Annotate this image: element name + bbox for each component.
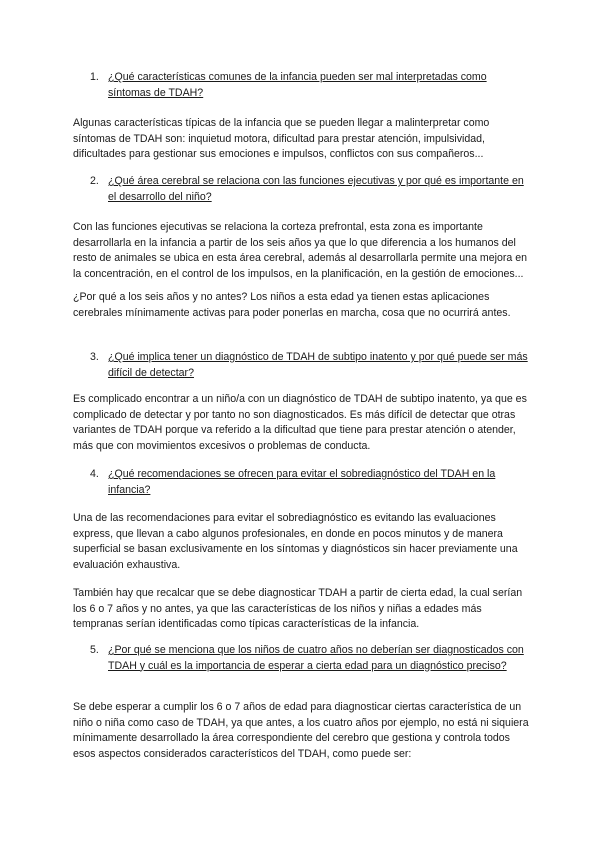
answer-4-paragraph-1: Una de las recomendaciones para evitar el sobrediagnóstico es evitando las evaluaciones express, que llevan a cabo algunos profesionales, en donde en pocos minutos y de manera superficial se basan exclusivamente en los síntomas y diagnósticos sin hacer previamente una evaluación exhaustiva.	[73, 512, 518, 571]
question-3-heading: ¿Qué implica tener un diagnóstico de TDAH de subtipo inatento y por qué puede ser más difícil de detectar?	[108, 351, 528, 379]
answer-5-paragraph-1: Se debe esperar a cumplir los 6 o 7 años de edad para diagnosticar ciertas característica de un niño o niña como caso de TDAH, ya que antes, a los cuatro años por ejemplo, no está ni siquiera mínimamente desarrollado la área correspondiente del cerebro que gestiona y controla todos esos aspectos considerados característicos del TDAH, como puede ser:	[73, 701, 529, 760]
question-2-heading: ¿Qué área cerebral se relaciona con las funciones ejecutivas y por qué es importante en el desarrollo del niño?	[108, 175, 524, 203]
answer-1-paragraph-1: Algunas características típicas de la infancia que se pueden llegar a malinterpretar como síntomas de TDAH son: inquietud motora, dificultad para prestar atención, impulsividad, dificultades para gestionar sus emociones e impulsos, conflictos con sus compañeros...	[73, 117, 490, 160]
question-4-heading: ¿Qué recomendaciones se ofrecen para evitar el sobrediagnóstico del TDAH en la infancia?	[108, 468, 496, 496]
question-5-number: 5.	[90, 644, 99, 656]
answer-3-paragraph-1: Es complicado encontrar a un niño/a con un diagnóstico de TDAH de subtipo inatento, ya que es complicado de detectar y por tanto no son diagnosticados. Es más difícil de detectar que otras variantes de TDAH porque va referido a la dificultad que tiene para prestar atención o atender, más que con movimientos excesivos o problemas de conducta.	[73, 393, 527, 452]
answer-2-paragraph-1: Con las funciones ejecutivas se relaciona la corteza prefrontal, esta zona es importante desarrollarla en la infancia a partir de los seis años ya que lo que diferencia a los humanos del resto de animales se ubica en esta área cerebral, además al desarrollarla permite una mejora en la concentración, en el control de los impulsos, en la planificación, en la gestión de emociones...	[73, 221, 528, 280]
answer-4-paragraph-2: También hay que recalcar que se debe diagnosticar TDAH a partir de cierta edad, la cual serían los 6 o 7 años y no antes, ya que las características de los niños y niñas a edades más tempranas serían identificadas como típicas características de la infancia.	[73, 587, 523, 630]
question-1-number: 1.	[90, 71, 99, 83]
question-2-number: 2.	[90, 175, 99, 187]
question-4-number: 4.	[90, 468, 99, 480]
question-5-heading: ¿Por qué se menciona que los niños de cuatro años no deberían ser diagnosticados con TDAH y cuál es la importancia de esperar a cierta edad para un diagnóstico preciso?	[108, 644, 524, 672]
question-3-number: 3.	[90, 351, 99, 363]
answer-2-paragraph-2: ¿Por qué a los seis años y no antes? Los niños a esta edad ya tienen estas aplicaciones cerebrales mínimamente activas para poder ponerlas en marcha, cosa que no ocurrirá antes.	[73, 291, 511, 319]
question-1-heading: ¿Qué características comunes de la infancia pueden ser mal interpretadas como síntomas de TDAH?	[108, 71, 487, 99]
